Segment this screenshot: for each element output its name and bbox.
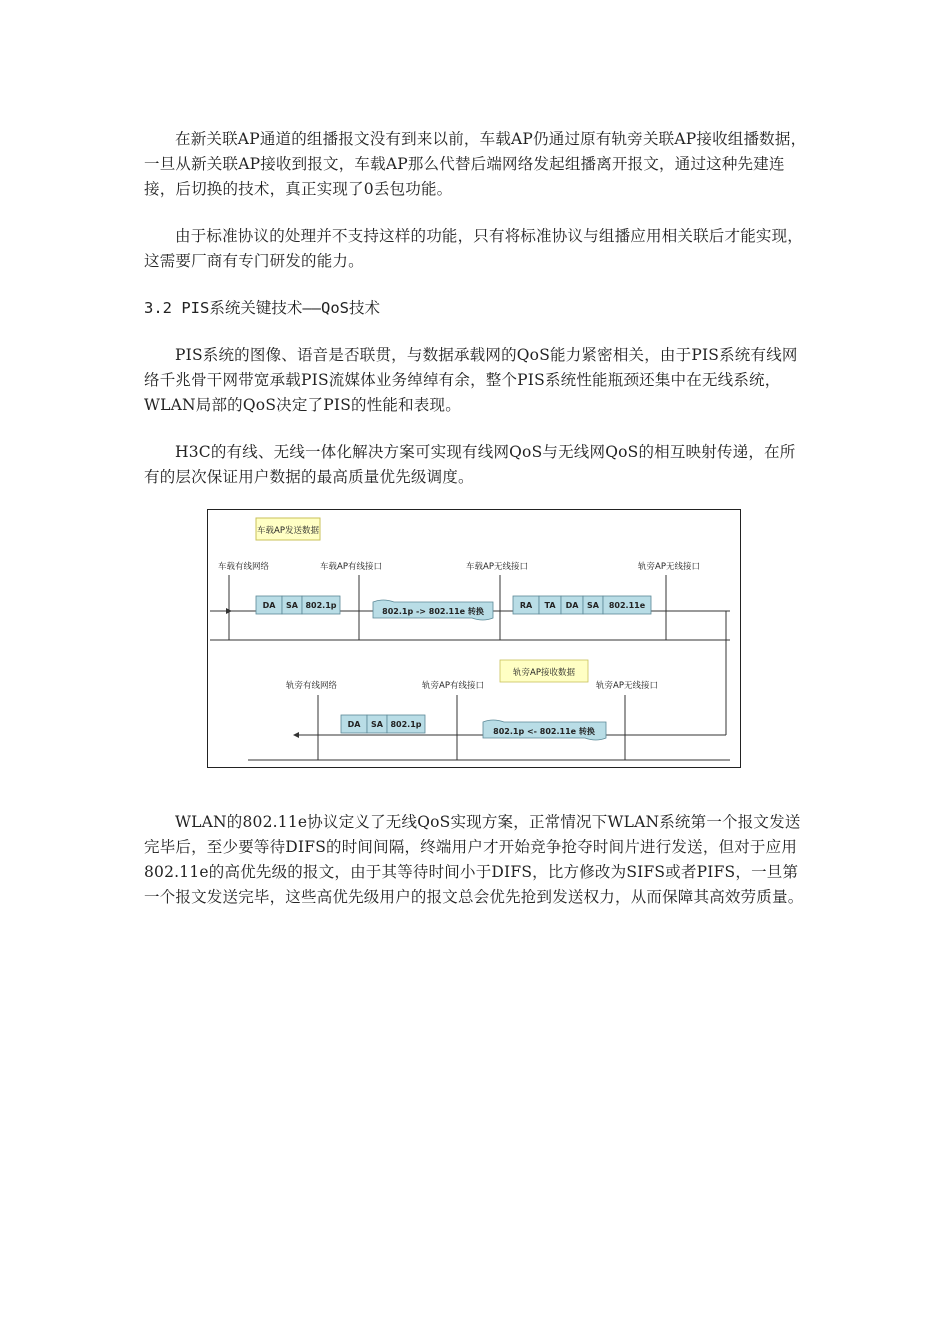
top-frame2-sa: SA bbox=[587, 601, 599, 610]
paragraph-h3c-solution: H3C的有线、无线一体化解决方案可实现有线网QoS与无线网QoS的相互映射传递，在所有的层次保证用户数据的最高质量优先级调度。 bbox=[144, 443, 796, 486]
top-frame2-ra: RA bbox=[519, 601, 533, 610]
bottom-title-text: 轨旁AP接收数据 bbox=[513, 668, 575, 678]
diagram-svg bbox=[208, 510, 742, 769]
paragraph-multicast-switch: 在新关联AP通道的组播报文没有到来以前，车载AP仍通过原有轨旁关联AP接收组播数据，一旦从新关联AP接收到报文，车载AP那么代替后端网络发起组播离开报文，通过这种先建连接，后切换的技术，真正实现了0丢包功能。 bbox=[144, 130, 807, 198]
bottom-label-track-ap-wired: 轨旁AP有线接口 bbox=[422, 681, 484, 691]
top-frame1-sa: SA bbox=[286, 601, 298, 610]
paragraph-standard-protocol: 由于标准协议的处理并不支持这样的功能，只有将标准协议与组播应用相关联后才能实现，这需要厂商有专门研发的能力。 bbox=[144, 227, 804, 270]
bottom-frame-8021p: 802.1p bbox=[390, 720, 422, 729]
paragraph-80211e: WLAN的802.11e协议定义了无线QoS实现方案，正常情况下WLAN系统第一个报文发送完毕后，至少要等待DIFS的时间间隔，终端用户才开始竞争抢夺时间片进行发送，但对于应用802.11e的高优先级的报文，由于其等待时间小于DIFS，比方修改为SIFS或者PIFS，一旦第一个报文发送完毕，这些高优先级用户的报文总会优先抢到发送权力，从而保障其高效劳质量。 bbox=[144, 813, 804, 906]
top-frame1-8021p: 802.1p bbox=[305, 601, 337, 610]
top-label-vehicle-wired-network: 车载有线网络 bbox=[218, 562, 270, 572]
top-label-vehicle-ap-wired: 车载AP有线接口 bbox=[320, 562, 382, 572]
qos-mapping-diagram bbox=[207, 509, 741, 768]
bottom-frame-sa: SA bbox=[371, 720, 383, 729]
bottom-label-track-wired-network: 轨旁有线网络 bbox=[286, 681, 338, 691]
top-title-text: 车载AP发送数据 bbox=[257, 526, 319, 536]
top-label-vehicle-ap-wireless: 车载AP无线接口 bbox=[466, 562, 528, 572]
top-frame2-ta: TA bbox=[544, 601, 556, 610]
bottom-label-track-ap-wireless: 轨旁AP无线接口 bbox=[596, 681, 658, 691]
section-heading: 3.2 PIS系统关键技术——QoS技术 bbox=[144, 299, 380, 317]
top-frame2-da: DA bbox=[565, 601, 579, 610]
paragraph-pis-qos: PIS系统的图像、语音是否联贯，与数据承载网的QoS能力紧密相关，由于PIS系统有线网络千兆骨干网带宽承载PIS流媒体业务绰绰有余，整个PIS系统性能瓶颈还集中在无线系统，WLAN局部的QoS决定了PIS的性能和表现。 bbox=[144, 346, 798, 414]
top-label-track-ap-wireless: 轨旁AP无线接口 bbox=[638, 562, 700, 572]
bottom-convert-text: 802.1p <- 802.11e 转换 bbox=[493, 727, 595, 736]
top-frame2-80211e: 802.11e bbox=[608, 601, 646, 610]
top-convert-text: 802.1p -> 802.11e 转换 bbox=[382, 607, 484, 616]
top-frame1-da: DA bbox=[262, 601, 276, 610]
bottom-frame-da: DA bbox=[347, 720, 361, 729]
